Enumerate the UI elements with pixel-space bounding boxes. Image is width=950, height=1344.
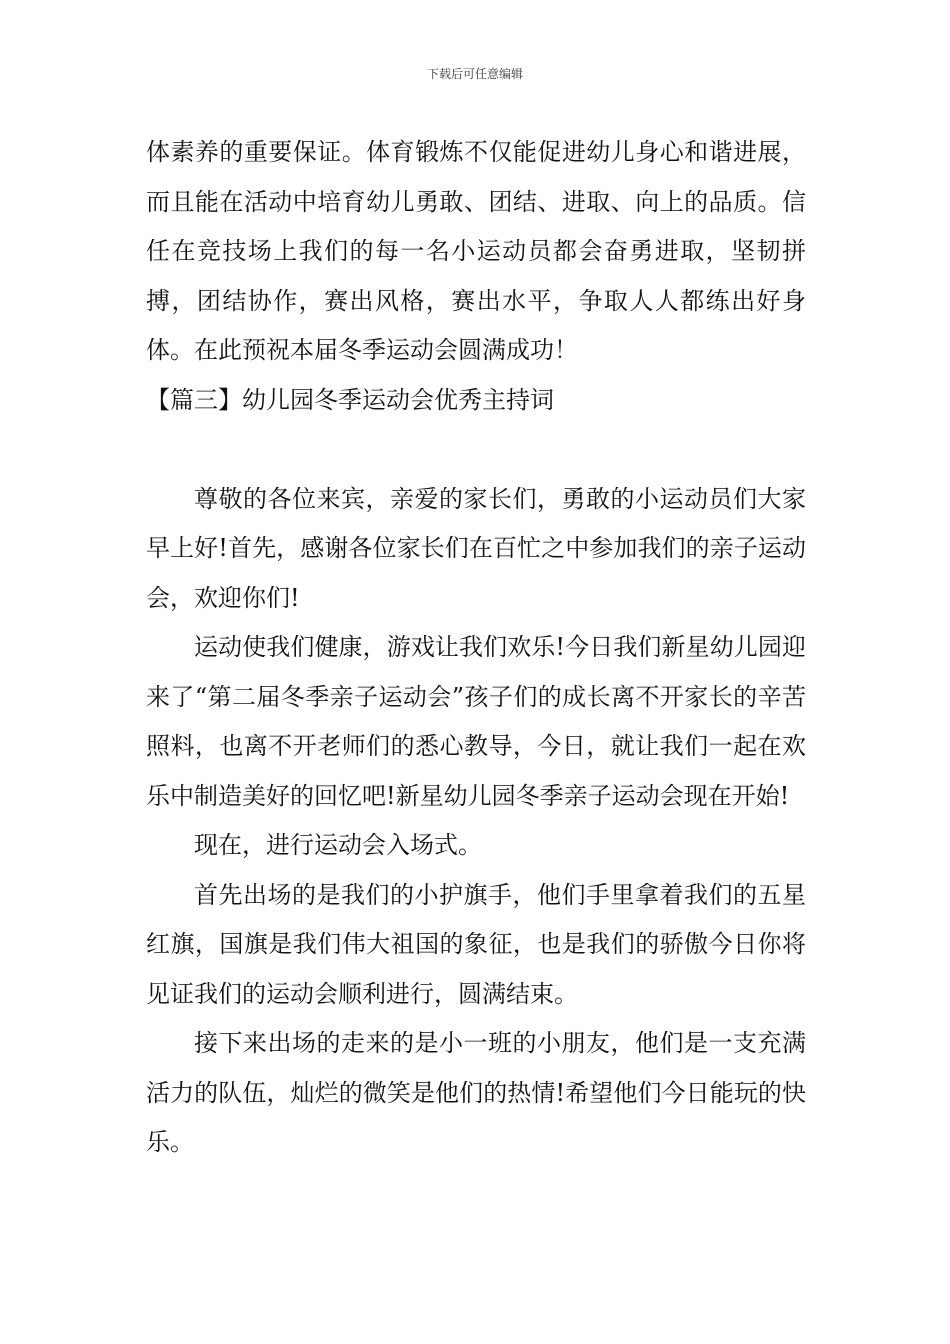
page-header-note: 下载后可任意编辑: [426, 67, 523, 81]
paragraph-class-one: 接下来出场的走来的是小一班的小朋友，他们是一支充满活力的队伍，灿烂的微笑是他们的热情!希望他们今日能玩的快乐。: [146, 1029, 806, 1156]
continued-paragraph: 体素养的重要保证。体育锻炼不仅能促进幼儿身心和谐进展，而且能在活动中培育幼儿勇敢、团结、进取、向上的品质。信任在竞技场上我们的每一名小运动员都会奋勇进取，坚韧拼搏，团结协作，赛出风格，赛出水平，争取人人都练出好身体。在此预祝本届冬季运动会圆满成功！: [146, 138, 806, 364]
paragraph-opening: 运动使我们健康，游戏让我们欢乐!今日我们新星幼儿园迎来了“第二届冬季亲子运动会”孩子们的成长离不开家长的辛苦照料，也离不开老师们的悉心教导，今日，就让我们一起在欢乐中制造美好的回忆吧!新星幼儿园冬季亲子运动会现在开始!: [146, 633, 806, 810]
paragraph-greeting: 尊敬的各位来宾，亲爱的家长们，勇敢的小运动员们大家早上好!首先，感谢各位家长们在百忙之中参加我们的亲子运动会，欢迎你们!: [146, 484, 806, 612]
paragraph-flag-bearers: 首先出场的是我们的小护旗手，他们手里拿着我们的五星红旗，国旗是我们伟大祖国的象征，也是我们的骄傲今日你将见证我们的运动会顺利进行，圆满结束。: [146, 880, 806, 1008]
section-heading: 【篇三】幼儿园冬季运动会优秀主持词: [146, 385, 554, 414]
paragraph-entrance: 现在，进行运动会入场式。: [194, 831, 482, 859]
document-body: [146, 128, 806, 1168]
blank-line: [146, 425, 806, 475]
